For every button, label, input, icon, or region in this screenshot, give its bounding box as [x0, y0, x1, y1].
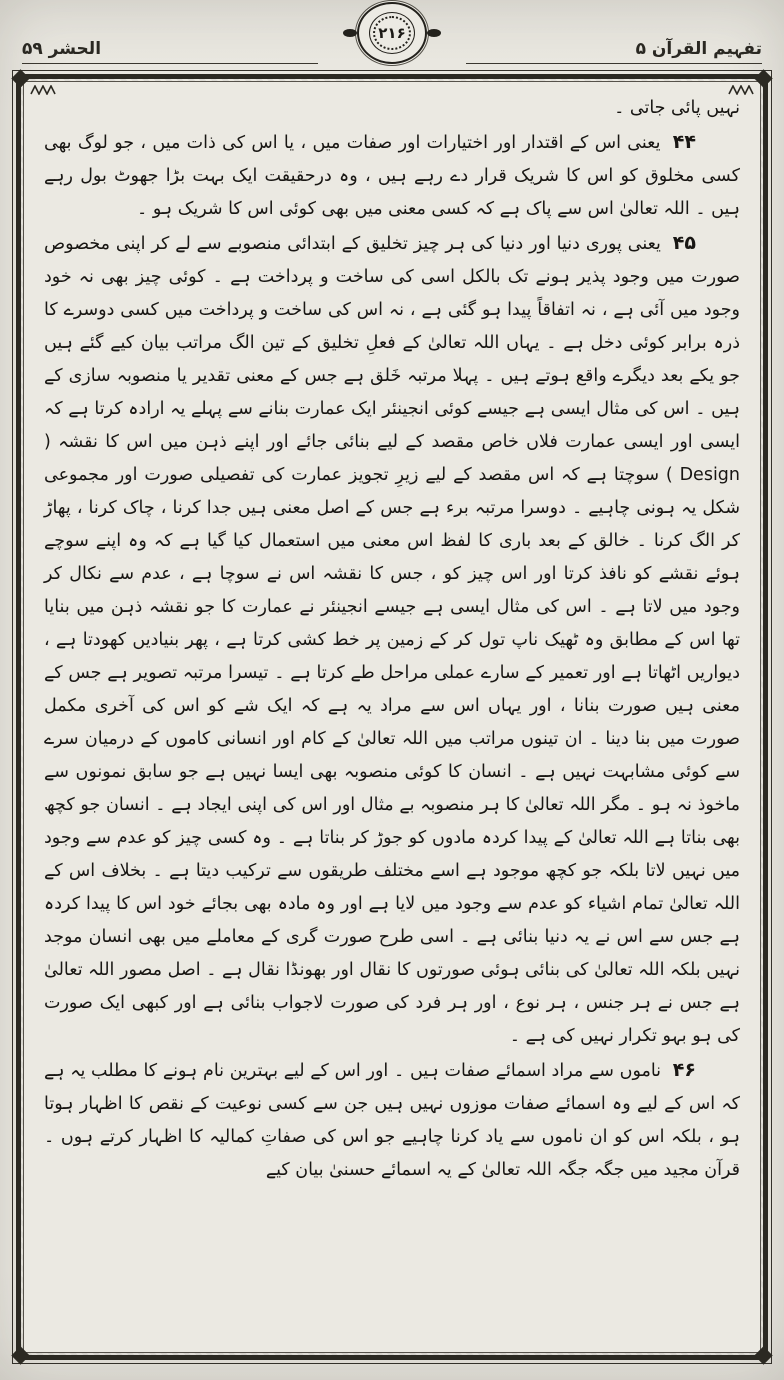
footnote-text: ناموں سے مراد اسمائے صفات ہیں ۔ اور اس کے لیے بہترین نام ہونے کا مطلب یہ ہے کہ اس کے لیے وہ اسمائے صفات موزوں نہیں ہیں جن سے کسی نوعیت کے نقص کا اظہار ہوتا ہو ، بلکہ اس کو ان ناموں سے یاد کرنا چاہیے جو اس کی صفاتِ کمالیہ کا اظہار کرتے ہوں ۔ قرآن مجید میں جگہ جگہ اللہ تعالیٰ کے یہ اسمائے حسنیٰ بیان کیے: [44, 1061, 740, 1180]
footnote-text: یعنی پوری دنیا اور دنیا کی ہر چیز تخلیق کے ابتدائی منصوبے سے لے کر اپنی مخصوص صورت میں وجود پذیر ہونے تک بالکل اسی کی ساخت و پرداخت ہے ۔ کوئی چیز بھی نہ خود وجود میں آئی ہے ، نہ اتفاقاً پیدا ہو گئی ہے ، نہ اس کی ساخت و پرداخت میں کسی دوسرے کا ذرہ برابر کوئی دخل ہے ۔ یہاں اللہ تعالیٰ کے فعلِ تخلیق کے تین الگ مراتب بیان کیے گئے ہیں جو یکے بعد دیگرے واقع ہوتے ہیں ۔ پہلا مرتبہ خَلق ہے جس کے معنی تقدیر یا منصوبہ سازی کے ہیں ۔ اس کی مثال ایسی ہے جیسے کوئی انجینئر ایک عمارت بنانے سے پہلے یہ ارادہ کرتا ہے کہ ایسی اور ایسی عمارت فلاں خاص مقصد کے لیے بنائی جائے اور اپنے ذہن میں اس کا نقشہ ( Design ) سوچتا ہے کہ اس مقصد کے لیے زیرِ تجویز عمارت کی تفصیلی صورت اور مجموعی شکل یہ ہونی چاہیے ۔ دوسرا مرتبہ برء ہے جس کے اصل معنی ہیں جدا کرنا ، چاک کرنا ، پھاڑ کر الگ کرنا ۔ خالق کے بعد باری کا لفظ اس معنی میں استعمال کیا گیا ہے کہ وہ اپنے سوچے ہوئے نقشے کو نافذ کرتا اور اس چیز کو ، جس کا نقشہ اس نے سوچا ہے ، عدم سے نکال کر وجود میں لاتا ہے ۔ اس کی مثال ایسی ہے جیسے انجینئر نے عمارت کا جو نقشہ ذہن میں بنایا تھا اس کے مطابق وہ ٹھیک ناپ تول کر کے زمین پر خط کشی کرتا ہے ، پھر بنیادیں کھودتا ہے ، دیواریں اٹھاتا ہے اور تعمیر کے سارے عملی مراحل طے کرتا ہے ۔ تیسرا مرتبہ تصویر ہے جس کے معنی ہیں صورت بنانا ، اور یہاں اس سے مراد یہ ہے کہ ایک شے کو اس کی آخری مکمل صورت میں بنا دینا ۔ ان تینوں مراتب میں اللہ تعالیٰ کے کام اور انسانی کاموں کے درمیان سرے سے کوئی مشابہت نہیں ہے ۔ انسان کا کوئی منصوبہ بھی ایسا نہیں ہے جو سابق نمونوں سے ماخوذ نہ ہو ۔ مگر اللہ تعالیٰ کا ہر منصوبہ بے مثال اور اس کی اپنی ایجاد ہے ۔ انسان جو کچھ بھی بناتا ہے اللہ تعالیٰ کے پیدا کردہ مادوں کو جوڑ کر بناتا ہے ۔ وہ کسی چیز کو عدم سے وجود میں نہیں لاتا بلکہ جو کچھ موجود ہے اسے مختلف طریقوں سے ترکیب دیتا ہے ۔ بخلاف اس کے اللہ تعالیٰ تمام اشیاء کو عدم سے وجود میں لایا ہے اور وہ مادہ بھی بجائے خود اس کا پیدا کردہ ہے جس سے اس نے یہ دنیا بنائی ہے ۔ اسی طرح صورت گری کے معاملے میں بھی انسان موجد نہیں بلکہ اللہ تعالیٰ کی بنائی ہوئی صورتوں کا نقال اور بھونڈا نقال ہے ۔ اصل مصور اللہ تعالیٰ ہے جس نے ہر جنس ، ہر نوع ، اور ہر فرد کی صورت لاجواب بنائی ہے اور کبھی ایک صورت کی ہو بہو تکرار نہیں کی ہے ۔: [44, 234, 740, 1046]
zigzag-ornament-icon: [30, 80, 56, 99]
ornamental-border-inner: [23, 81, 761, 1353]
corner-ornament-icon: [754, 1346, 772, 1364]
corner-ornament-icon: [754, 69, 772, 87]
footnote-paragraph-46: [44, 1054, 740, 1187]
commentary-text: [44, 92, 740, 1187]
surah-ref-text: الحشر ۵۹: [22, 39, 102, 59]
footnote-number: ۴۵: [672, 232, 696, 254]
continuation-line: نہیں پائی جاتی ۔: [614, 98, 740, 118]
footnote-number: ۴۶: [672, 1059, 696, 1081]
page-number: ۲۱۶: [369, 12, 415, 54]
book-title-text: تفہیم القرآن ۵: [635, 39, 762, 59]
footnote-paragraph-45: [44, 227, 740, 1053]
page-number-medallion: [357, 2, 427, 64]
ornamental-border-band: [16, 74, 768, 1360]
footnote-text: یعنی اس کے اقتدار اور اختیارات اور صفات میں ، یا اس کی ذات میں ، جو لوگ بھی کسی مخلوق کو اس کا شریک قرار دے رہے ہیں ، وہ درحقیقت ایک بہت بڑا جھوٹ بول رہے ہیں ۔ اللہ تعالیٰ اس سے پاک ہے کہ کسی معنی میں بھی کوئی اس کا شریک ہو ۔: [44, 133, 740, 219]
footnote-paragraph-44: [44, 126, 740, 226]
corner-ornament-icon: [11, 69, 29, 87]
header-surah-ref: [22, 39, 318, 64]
header-book-title: [466, 38, 762, 64]
footnote-number: ۴۴: [672, 131, 696, 153]
corner-ornament-icon: [11, 1346, 29, 1364]
zigzag-ornament-icon: [728, 80, 754, 99]
page-header: [22, 8, 762, 64]
ornamental-border-outer: [12, 70, 772, 1364]
